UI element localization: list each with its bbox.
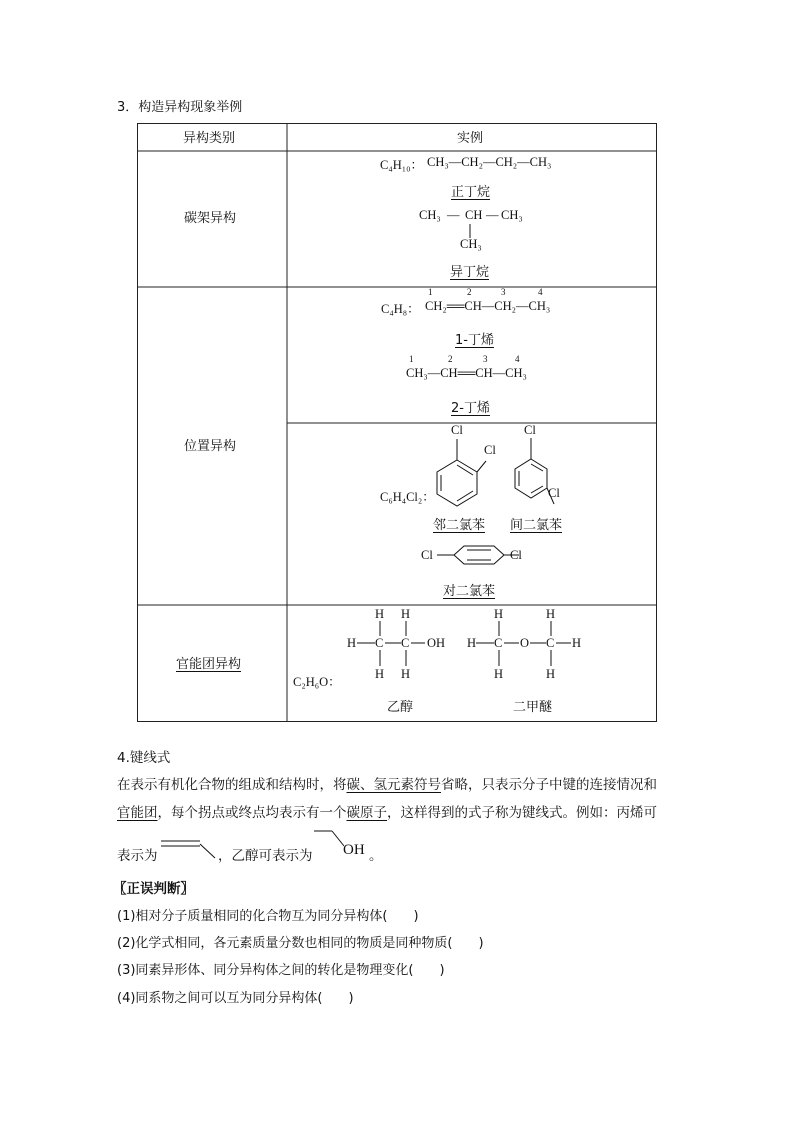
judgment-item-4: (4)同系物之间可以互为同分异构体( ) bbox=[117, 991, 354, 1006]
isomer-table bbox=[137, 123, 657, 722]
header-category: 异构类别 bbox=[183, 131, 236, 146]
ether-c-2: C bbox=[546, 636, 555, 650]
section-4-line-2 bbox=[117, 801, 657, 821]
butene1-formula: CH₂══CH—CH₂—CH₃ bbox=[425, 299, 551, 313]
butene2-locant-1: 1 bbox=[409, 354, 414, 364]
judgment-item-2: (2)化学式相同，各元素质量分数也相同的物质是同种物质( ) bbox=[117, 936, 484, 951]
isobutane-mid: CH bbox=[465, 208, 483, 222]
para-name: 对二氯苯 bbox=[443, 584, 496, 599]
isobutane-branch: CH₃ bbox=[460, 237, 482, 251]
ether-h-bottom-2: H bbox=[546, 667, 556, 681]
butene2-locant-3: 3 bbox=[483, 354, 488, 364]
para-cl-1: Cl bbox=[421, 548, 433, 562]
section-4-line-1 bbox=[117, 773, 657, 793]
butene1-locant-1: 1 bbox=[428, 287, 433, 297]
judgment-item-1: (1)相对分子质量相同的化合物互为同分异构体( ) bbox=[117, 909, 419, 924]
category-position: 位置异构 bbox=[184, 439, 237, 454]
ethanol-skeletal-oh: OH bbox=[343, 842, 365, 858]
butene2-locant-4: 4 bbox=[515, 354, 520, 364]
ethanol-ether-structures bbox=[287, 605, 657, 722]
ethanol-skeletal-formula bbox=[312, 828, 344, 850]
meta-cl-2: Cl bbox=[548, 486, 560, 500]
section-4-line-3-end: 。 bbox=[369, 848, 383, 864]
meta-benzene-ring bbox=[515, 459, 547, 498]
meta-name: 间二氯苯 bbox=[510, 518, 563, 533]
ether-c-1: C bbox=[494, 636, 503, 650]
ether-h-top-2: H bbox=[546, 607, 556, 621]
judgment-title: 〖正误判断〗 bbox=[113, 881, 194, 897]
meta-cl-1: Cl bbox=[524, 423, 536, 437]
ethanol-h-bottom-2: H bbox=[401, 667, 411, 681]
ethanol-oh: OH bbox=[427, 636, 446, 650]
propene-skeletal-formula bbox=[160, 836, 218, 862]
ethanol-c-1: C bbox=[375, 636, 384, 650]
ether-o: O bbox=[520, 636, 530, 650]
line1-underlined: 碳、氢元素符号 bbox=[346, 777, 441, 793]
header-example: 实例 bbox=[457, 131, 484, 146]
butene2-formula: CH₃—CH══CH—CH₃ bbox=[406, 366, 527, 380]
n-butane-formula: CH₃—CH₂—CH₂—CH₃ bbox=[427, 155, 552, 169]
category-functional-group: 官能团异构 bbox=[176, 657, 242, 672]
ortho-name: 邻二氯苯 bbox=[433, 518, 486, 533]
ortho-benzene-ring bbox=[437, 460, 477, 506]
butene1-locant-4: 4 bbox=[538, 287, 543, 297]
line2-part-d: ，这样得到的式子称为键线式。例如：丙烯可 bbox=[387, 805, 657, 821]
ether-h-left: H bbox=[467, 636, 477, 650]
ethanol-name: 乙醇 bbox=[387, 700, 414, 715]
section-4-line-3a: 表示为 bbox=[117, 848, 158, 864]
isobutane-right: CH₃ bbox=[501, 208, 523, 222]
line1-part-c: 省略，只表示分子中键的连接情况和 bbox=[441, 777, 657, 793]
line2-part-b: ，每个拐点或终点均表示有一个 bbox=[157, 805, 347, 821]
butene1-name: 1-丁烯 bbox=[455, 333, 494, 348]
ortho-cl-2: Cl bbox=[484, 443, 496, 457]
dichloro-formula-prefix: C₆H₄Cl₂： bbox=[380, 490, 435, 504]
ortho-cl-1: Cl bbox=[451, 423, 463, 437]
butane-formula-prefix: C₄H₁₀： bbox=[380, 158, 423, 172]
ethanol-h-top-1: H bbox=[375, 607, 385, 621]
butene1-locant-3: 3 bbox=[501, 287, 506, 297]
ether-h-bottom-1: H bbox=[494, 667, 504, 681]
n-butane-name: 正丁烷 bbox=[451, 185, 491, 200]
butene2-name: 2-丁烯 bbox=[451, 401, 490, 416]
line2-functional-group: 官能团 bbox=[117, 805, 158, 821]
ethanol-h-top-2: H bbox=[401, 607, 411, 621]
butene2-locant-2: 2 bbox=[448, 354, 453, 364]
isobutane-name: 异丁烷 bbox=[450, 265, 490, 280]
para-cl-2: Cl bbox=[510, 548, 522, 562]
ether-h-right: H bbox=[572, 636, 582, 650]
isobutane-bond-left: — bbox=[447, 208, 460, 222]
line2-carbon-atom: 碳原子 bbox=[346, 805, 387, 821]
section-3-title: 3．构造异构现象举例 bbox=[117, 100, 243, 115]
isobutane-bond-right: — bbox=[486, 208, 499, 222]
c2h6o-prefix: C₂H₆O： bbox=[293, 675, 341, 689]
category-carbon-skeleton: 碳架异构 bbox=[184, 211, 237, 226]
section-4-line-3b: ，乙醇可表示为 bbox=[218, 848, 313, 864]
ether-h-top-1: H bbox=[494, 607, 504, 621]
butene1-locant-2: 2 bbox=[467, 287, 472, 297]
ethanol-h-bottom-1: H bbox=[375, 667, 385, 681]
para-benzene-ring bbox=[454, 546, 504, 564]
line1-part-a: 在表示有机化合物的组成和结构时，将 bbox=[117, 777, 347, 793]
butene-formula-prefix: C₄H₈： bbox=[381, 302, 420, 316]
ethanol-c-2: C bbox=[401, 636, 410, 650]
isobutane-left: CH₃ bbox=[419, 208, 441, 222]
ether-name: 二甲醚 bbox=[513, 700, 553, 715]
judgment-item-3: (3)同素异形体、同分异构体之间的转化是物理变化( ) bbox=[117, 963, 445, 978]
section-4-title: 4.键线式 bbox=[117, 750, 171, 766]
ethanol-h-left: H bbox=[347, 636, 357, 650]
